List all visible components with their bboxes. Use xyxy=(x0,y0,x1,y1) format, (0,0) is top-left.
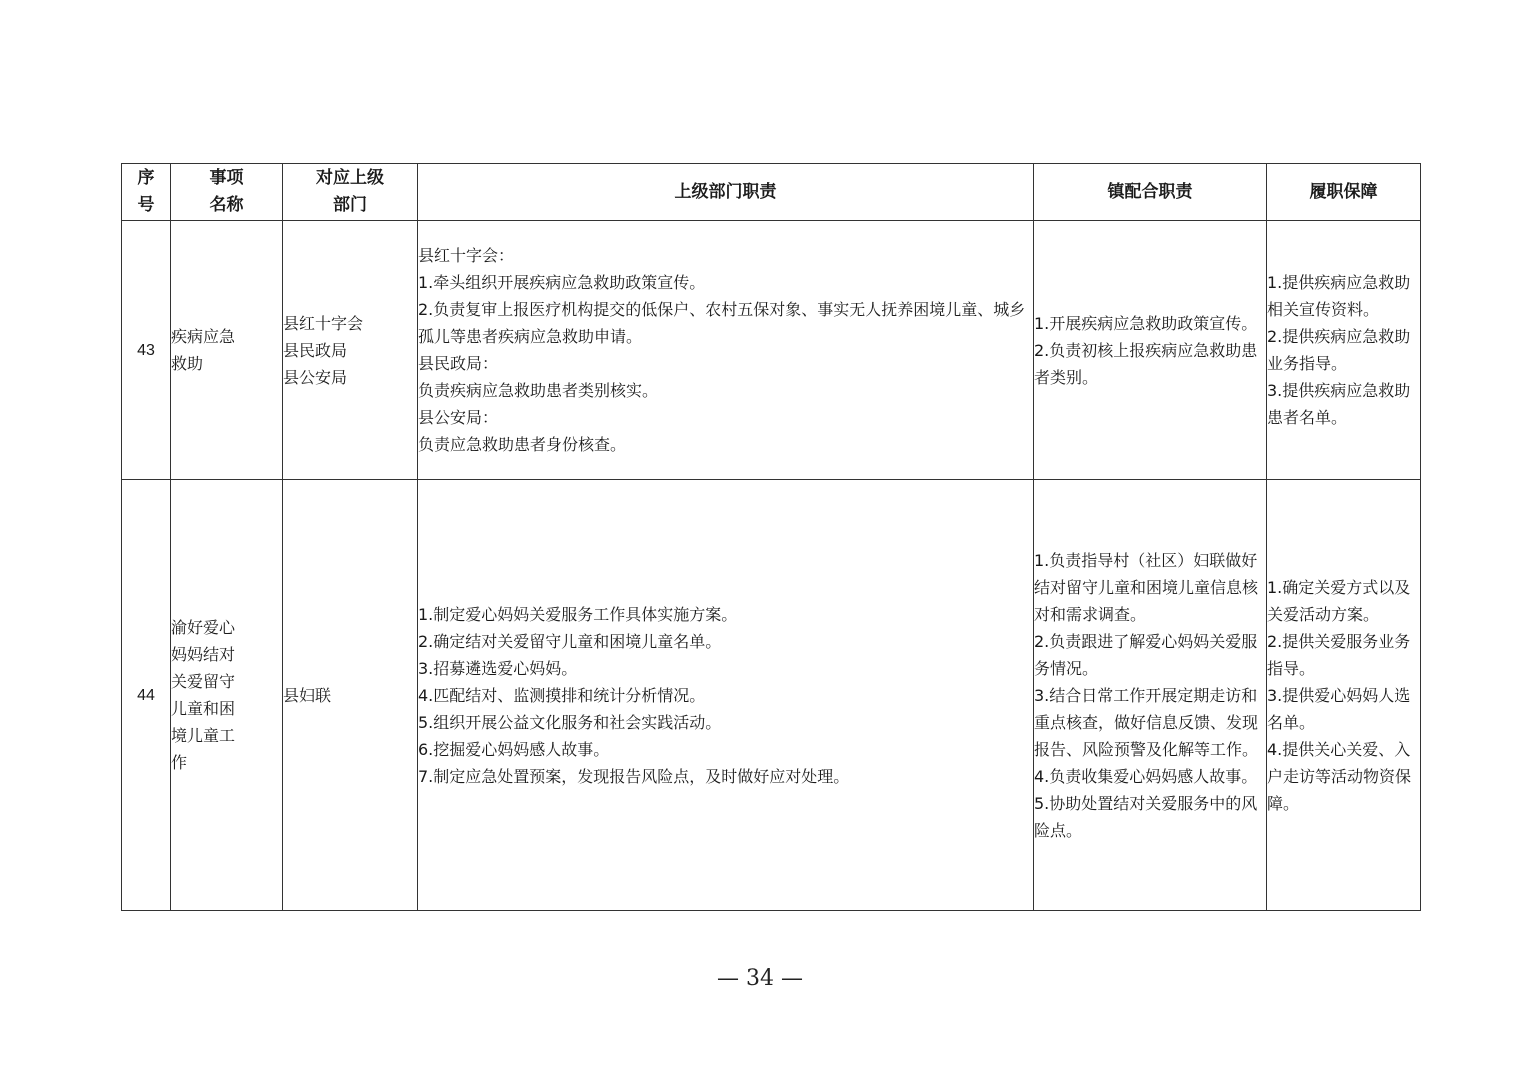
town-line: 4.负责收集爱心妈妈感人故事。 xyxy=(1034,766,1258,786)
cell-dept xyxy=(283,221,418,480)
dept-line: 县公安局 xyxy=(283,367,348,387)
header-seq: 序 号 xyxy=(122,164,171,221)
cell-name xyxy=(171,221,283,480)
town-line: 1.负责指导村（社区）妇联做好结对留守儿童和困境儿童信息核对和需求调查。 xyxy=(1034,550,1259,624)
cell-dept xyxy=(283,480,418,911)
cell-duty xyxy=(418,221,1034,480)
duty-line: 县红十字会： xyxy=(418,246,515,265)
guarantee-line: 3.提供疾病应急救助患者名单。 xyxy=(1267,381,1411,427)
town-line: 2.负责跟进了解爱心妈妈关爱服务情况。 xyxy=(1034,631,1258,678)
dept-line: 县民政局 xyxy=(283,340,348,360)
duty-line: 县民政局： xyxy=(418,354,499,373)
cell-guarantee xyxy=(1267,480,1421,911)
cell-town xyxy=(1034,221,1267,480)
header-dept: 对应上级 部门 xyxy=(283,164,418,221)
duty-line: 7.制定应急处置预案，发现报告风险点，及时做好应对处理。 xyxy=(418,766,850,786)
duty-line: 2.负责复审上报医疗机构提交的低保户、农村五保对象、事实无人抚养困境儿童、城乡孤儿等患者疾病应急救助申请。 xyxy=(418,300,1026,346)
dept-line: 县妇联 xyxy=(283,685,332,705)
guarantee-line: 1.提供疾病应急救助相关宣传资料。 xyxy=(1267,273,1411,319)
header-name: 事项 名称 xyxy=(171,164,283,221)
name-line: 作 xyxy=(171,753,188,772)
duty-line: 县公安局： xyxy=(418,408,499,427)
town-line: 3.结合日常工作开展定期走访和重点核查，做好信息反馈、发现报告、风险预警及化解等工作。 xyxy=(1034,685,1259,759)
town-line: 1.开展疾病应急救助政策宣传。 xyxy=(1034,313,1258,333)
guarantee-line: 1.确定关爱方式以及关爱活动方案。 xyxy=(1267,577,1411,624)
duty-line: 6.挖掘爱心妈妈感人故事。 xyxy=(418,739,610,759)
name-line: 关爱留守 xyxy=(171,672,236,691)
header-town: 镇配合职责 xyxy=(1034,164,1267,221)
duty-line: 5.组织开展公益文化服务和社会实践活动。 xyxy=(418,712,722,732)
cell-town xyxy=(1034,480,1267,911)
duty-line: 2.确定结对关爱留守儿童和困境儿童名单。 xyxy=(418,631,722,651)
guarantee-line: 4.提供关心关爱、入户走访等活动物资保障。 xyxy=(1267,739,1412,813)
cell-seq: 43 xyxy=(122,221,171,480)
table-row xyxy=(122,221,1421,480)
name-line: 救助 xyxy=(171,354,204,373)
name-line: 渝好爱心 xyxy=(171,618,236,637)
guarantee-line: 2.提供疾病应急救助业务指导。 xyxy=(1267,327,1411,373)
guarantee-line: 2.提供关爱服务业务指导。 xyxy=(1267,631,1411,678)
name-line: 疾病应急 xyxy=(171,327,236,346)
duty-line: 负责应急救助患者身份核查。 xyxy=(418,435,627,454)
cell-guarantee xyxy=(1267,221,1421,480)
header-guarantee: 履职保障 xyxy=(1267,164,1421,221)
duty-line: 1.牵头组织开展疾病应急救助政策宣传。 xyxy=(418,273,706,292)
cell-seq: 44 xyxy=(122,480,171,911)
name-line: 境儿童工 xyxy=(171,726,236,745)
duty-line: 3.招募遴选爱心妈妈。 xyxy=(418,658,578,678)
guarantee-line: 3.提供爱心妈妈人选名单。 xyxy=(1267,685,1411,732)
duty-line: 4.匹配结对、监测摸排和统计分析情况。 xyxy=(418,685,706,705)
name-line: 妈妈结对 xyxy=(171,645,236,664)
cell-name xyxy=(171,480,283,911)
header-duty: 上级部门职责 xyxy=(418,164,1034,221)
page-number: — 34 — xyxy=(717,966,803,991)
name-line: 儿童和困 xyxy=(171,699,236,718)
dept-line: 县红十字会 xyxy=(283,313,364,333)
cell-duty xyxy=(418,480,1034,911)
table-row xyxy=(122,480,1421,911)
duty-table xyxy=(121,163,1421,911)
town-line: 5.协助处置结对关爱服务中的风险点。 xyxy=(1034,793,1258,840)
town-line: 2.负责初核上报疾病应急救助患者类别。 xyxy=(1034,340,1258,387)
duty-line: 负责疾病应急救助患者类别核实。 xyxy=(418,381,659,400)
table-header-row xyxy=(122,164,1421,221)
duty-line: 1.制定爱心妈妈关爱服务工作具体实施方案。 xyxy=(418,604,738,624)
